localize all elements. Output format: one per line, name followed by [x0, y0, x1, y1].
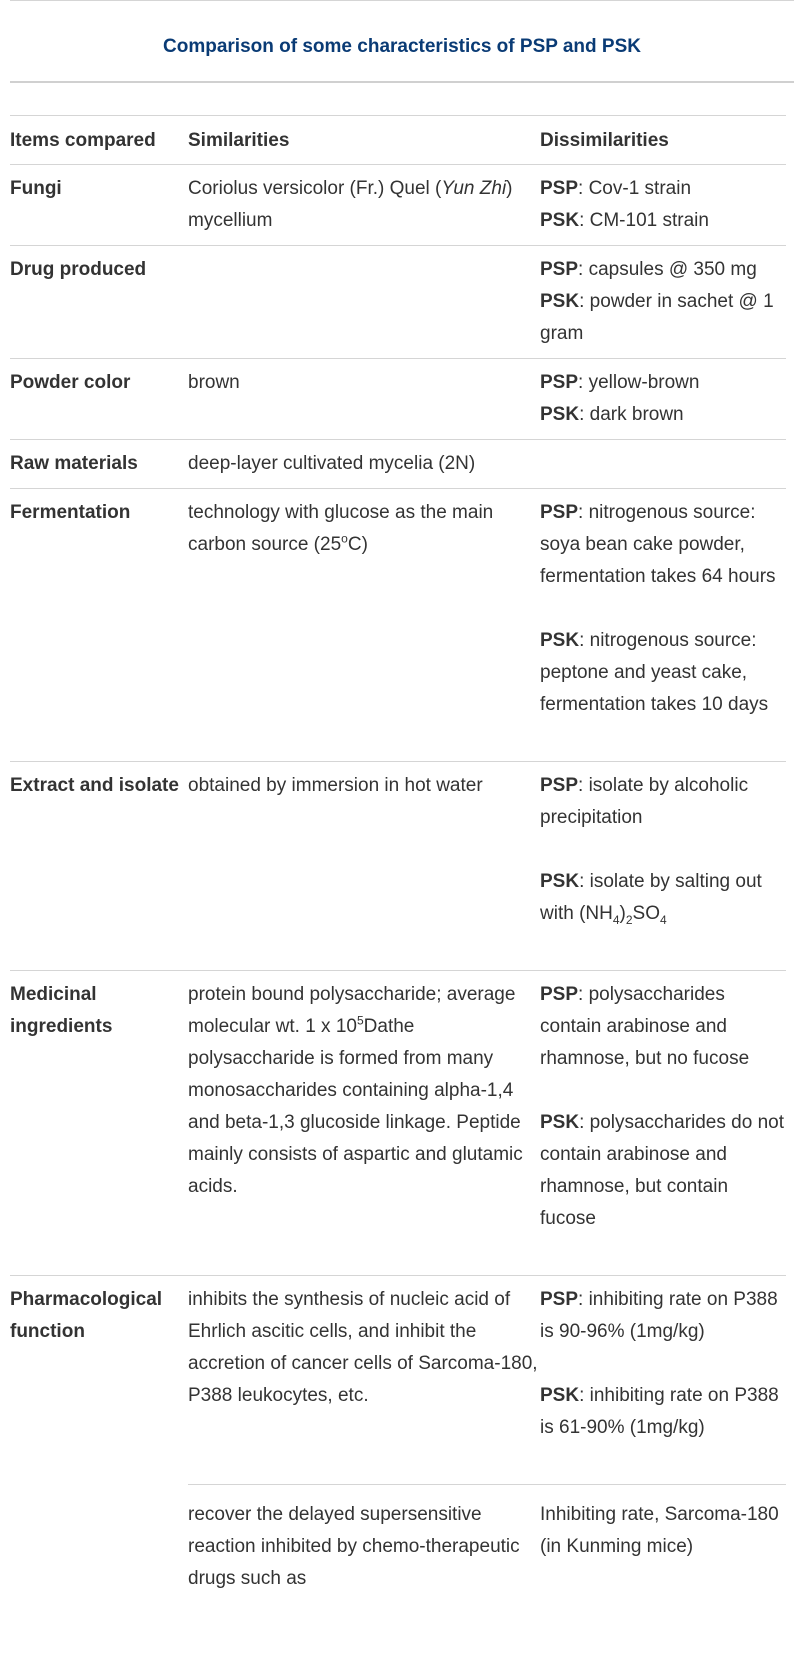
table-caption: Comparison of some characteristics of PSP and PSK [163, 36, 641, 57]
table-row [10, 246, 786, 359]
row-label: Drug produced [10, 259, 147, 280]
row-label: Extract and isolate [10, 775, 179, 796]
row-label: Medicinal ingredients [10, 984, 113, 1037]
row-label: Raw materials [10, 453, 138, 474]
table-row [10, 762, 786, 971]
table-row [10, 440, 786, 489]
similarity-cell: deep-layer cultivated mycelia (2N) [188, 453, 476, 474]
dissimilarity-cell: PSP: yellow-brown PSK: dark brown [540, 372, 700, 425]
table-row [10, 489, 786, 762]
similarity-cell: obtained by immersion in hot water [188, 775, 483, 796]
top-rule [10, 0, 794, 1]
similarity-cell [188, 246, 540, 359]
similarity-cell: recover the delayed supersensitive reaction inhibited by chemo-therapeutic drugs such as [188, 1485, 540, 1604]
header-items: Items compared [10, 130, 156, 151]
table-row [10, 971, 786, 1276]
similarity-cell: protein bound polysaccharide; average molecular wt. 1 x $10^5Dathe$ polysaccharide is formed from many monosaccharides containing alpha-1,4 and beta-1,3 glucoside linkage. Peptide mainly consists of aspartic and glutamic acids. [188, 984, 523, 1197]
similarity-cell: inhibits the synthesis of nucleic acid of Ehrlich ascitic cells, and inhibit the accretion of cancer cells of Sarcoma-180, P388 leukocytes, etc. [188, 1289, 538, 1406]
table-row [10, 165, 786, 246]
comparison-table [10, 115, 786, 1603]
similarity-cell: technology with glucose as the main carbon source (25$^o$C) [188, 502, 494, 555]
header-dissimilarities: Dissimilarities [540, 130, 669, 151]
dissimilarity-cell: PSP: isolate by alcoholic precipitation PSK: isolate by salting out with $(NH_4)_2SO_4$ [540, 775, 762, 927]
row-label: Fungi [10, 178, 62, 199]
header-row [10, 116, 786, 165]
row-label: Fermentation [10, 502, 131, 523]
table-row [10, 1276, 786, 1485]
caption-rule [10, 81, 794, 83]
dissimilarity-cell: PSP: capsules @ 350 mg PSK: powder in sachet @ 1 gram [540, 259, 774, 344]
dissimilarity-cell: PSP: nitrogenous source: soya bean cake powder, fermentation takes 64 hours PSK: nitrogenous source: peptone and yeast cake, fermentation takes 10 days [540, 502, 776, 715]
header-similarities: Similarities [188, 130, 290, 151]
row-label: Pharmacological function [10, 1289, 163, 1342]
similarity-cell: brown [188, 372, 240, 393]
row-label: Powder color [10, 372, 131, 393]
dissimilarity-cell: Inhibiting rate, Sarcoma-180 (in Kunming mice) [540, 1485, 786, 1604]
dissimilarity-cell: PSP: inhibiting rate on P388 is 90-96% (1mg/kg) PSK: inhibiting rate on P388 is 61-90% (1mg/kg) [540, 1289, 779, 1438]
table-row [10, 359, 786, 440]
dissimilarity-cell: PSP: Cov-1 strain PSK: CM-101 strain [540, 178, 709, 231]
similarity-cell: Coriolus versicolor (Fr.) Quel (Yun Zhi) mycellium [188, 178, 513, 231]
dissimilarity-cell: PSP: polysaccharides contain arabinose and rhamnose, but no fucose PSK: polysaccharides do not contain arabinose and rhamnose, but contain fucose [540, 984, 784, 1229]
dissimilarity-cell [540, 440, 786, 489]
